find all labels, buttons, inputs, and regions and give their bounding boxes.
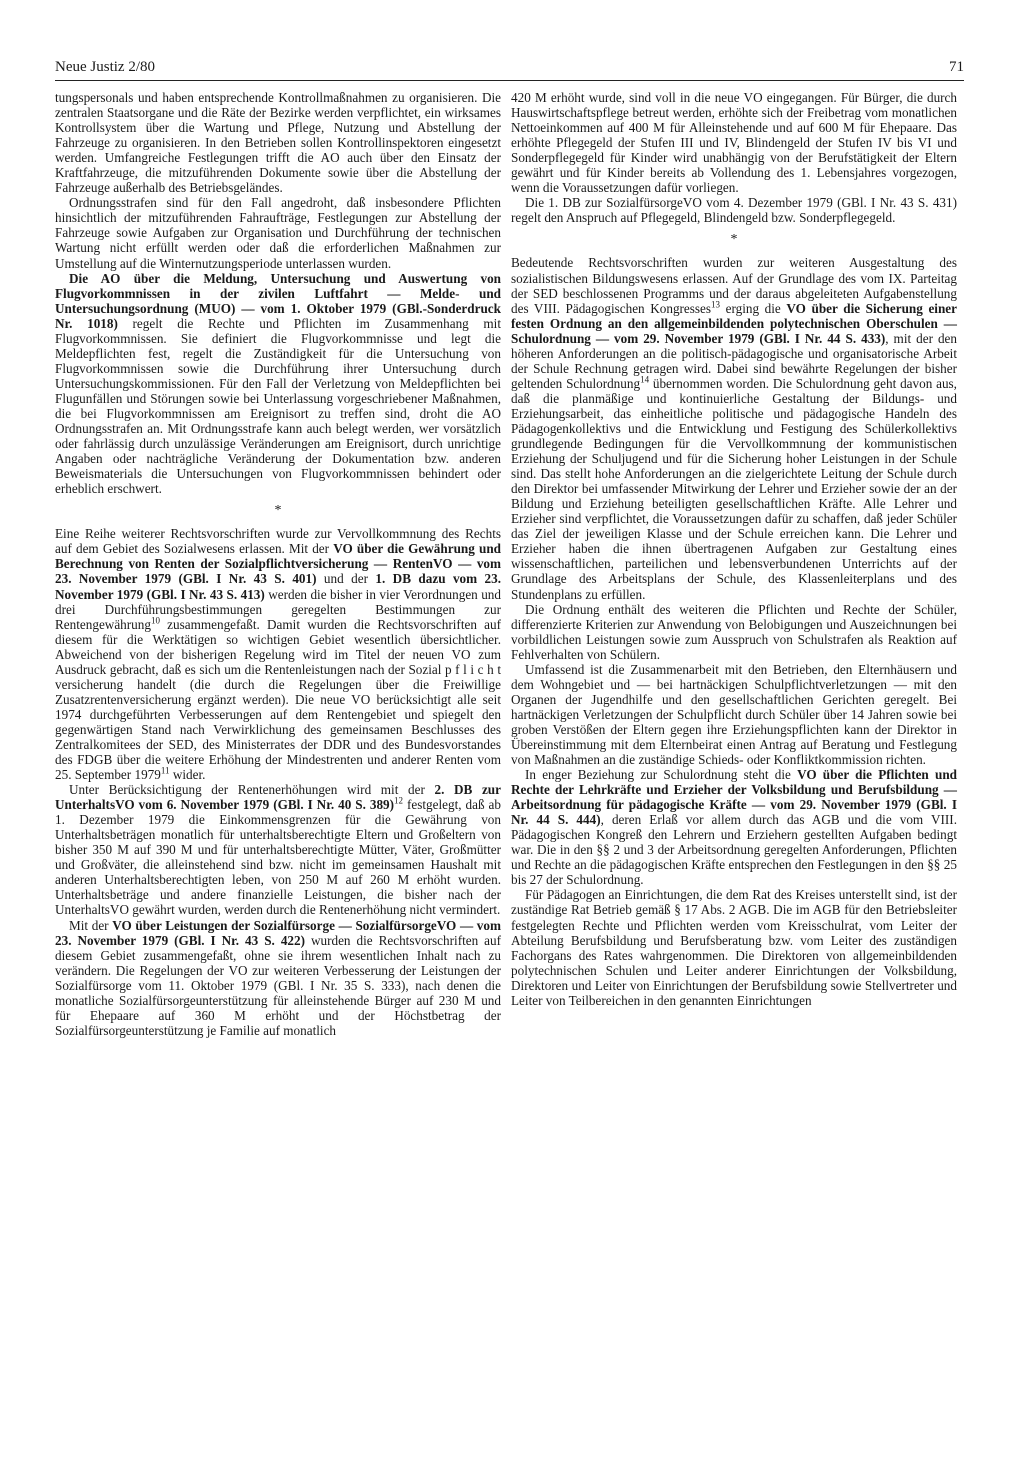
footnote-ref: 12 — [394, 795, 404, 806]
regulation-title: Die AO über die Meldung, Untersuchung und Auswertung von Flugvorkommnissen in der zivilen Luftfahrt — Melde- und Untersuchungsordnung (MUO) — vom 1. Oktober 1979 (GBl.-Sonderdruck Nr. 1018) — [55, 270, 501, 331]
left-column — [55, 90, 501, 1038]
footnote-ref: 10 — [150, 615, 160, 626]
running-header — [55, 58, 964, 81]
regulation-title: 1. DB dazu vom 23. November 1979 (GBl. I Nr. 43 S. 413) — [55, 571, 502, 602]
regulation-title: VO über die Gewährung und Berechnung von Renten der Sozialpflichtversicherung — RentenVO — vom 23. November 1979 (GBl. I Nr. 43 S. 401) — [55, 541, 501, 587]
paragraph: Mit der VO über Leistungen der Sozialfürsorge — SozialfürsorgeVO — vom 23. November 1979 (GBl. I Nr. 43 S. 422) wurden die Rechtsvorschriften auf diesem Gebiet zusammengefaßt, ohne sie ihrem wesentlichen Inhalt nach zu verändern. Die Regelungen der VO zur weiteren Verbesserung der Leistungen der Sozialfürsorge vom 11. Oktober 1979 (GBl. I Nr. 35 S. 333), nach denen die monatliche Sozialfürsorgeunterstützung für alleinstehende Bürger auf 230 M und für Ehepaare auf 360 M erhöht und der Höchstbetrag der Sozialfürsorgeunterstützung je Familie auf monatlich — [55, 917, 502, 1038]
footnote-ref: 13 — [711, 299, 721, 310]
paragraph: Ordnungsstrafen sind für den Fall angedroht, daß insbesondere Pflichten hinsichtlich der mitzuführenden Fahraufträge, Festlegungen zur Abstellung der Fahrzeuge sowie Aufgaben zur Organisation und Durchführung der technischen Wartung nicht erfüllt werden oder daß die erforderlichen Maßnahmen zur Umstellung auf die Winternutzungsperiode unterlassen wurden. — [55, 195, 501, 271]
paragraph: Bedeutende Rechtsvorschriften wurden zur weiteren Ausgestaltung des sozialistischen Bildungswesens erlassen. Auf der Grundlage des vom IX. Parteitag der SED beschlossenen Programms und der daraus abgeleiteten Aufgabenstellung des VIII. Pädagogischen Kongresses$^{13}$ erging die VO über die Sicherung einer festen Ordnung an den allgemeinbildenden polytechnischen Oberschulen — Schulordnung — vom 29. November 1979 (GBl. I Nr. 44 S. 433), mit der den höheren Anforderungen an die politisch-pädagogische und organisatorische Arbeit der Schule Rechnung getragen wird. Dabei sind bewährte Regelungen der bisher geltenden Schulordnung$^{14}$ übernommen worden. Die Schulordnung geht davon aus, daß die planmäßige und kontinuierliche Gestaltung der Bildungs- und Erziehungsarbeit, das einheitliche politische und pädagogische Handeln des Pädagogenkollektivs und die Entwicklung und Festigung des Schülerkollektivs grundlegende Bedingungen für die Vervollkommnung der kommunistischen Erziehung der Schuljugend und für die Sicherung hoher Leistungen in der Schule sind. Das stellt hohe Anforderungen an die zielgerichtete Leitung der Schule durch den Direktor bei umfassender Mitwirkung der Lehrer und Erzieher sowie der an der Bildung und Erziehung beteiligten gesellschaftlichen Kräfte. Alle Lehrer und Erzieher sind verpflichtet, die Voraussetzungen dafür zu schaffen, daß jeder Schüler das Ziel der jeweiligen Klasse und der Schule erreichen kann. Die Lehrer und Erzieher haben die ihnen übertragenen Aufgaben zur Gestaltung eines wissenschaftlichen, parteilichen und lebensverbundenen Unterrichts auf der Grundlage des Arbeitsplans der Schule, des Klassenleiterplans und des Stundenplans zu erfüllen. — [511, 255, 957, 602]
paragraph: tungspersonals und haben entsprechende Kontrollmaßnahmen zu organisieren. Die zentralen Staatsorgane und die Räte der Bezirke werden verpflichtet, ein wirksames Kontrollsystem über die Wartung und Pflege, Nutzung und Abstellung der Fahrzeuge zu organisieren. In den Betrieben sollen Kontrollinspektoren eingesetzt werden. Umfangreiche Festlegungen trifft die AO auch über den Einsatz der Kraftfahrzeuge, die mitzuführenden Dokumente sowie über die Abstellung der Fahrzeuge außerhalb des Betriebsgeländes. — [55, 90, 501, 196]
section-separator: * — [274, 503, 282, 519]
paragraph: Unter Berücksichtigung der Rentenerhöhungen wird mit der 2. DB zur UnterhaltsVO vom 6. November 1979 (GBl. I Nr. 40 S. 389)$^{12}$ festgelegt, daß ab 1. Dezember 1979 die Einkommensgrenzen für die Gewährung von Unterhaltsbeträgen monatlich für unterhaltsberechtigte Eltern und Großeltern von bisher 350 M auf 390 M und für unterhaltsberechtigte Mütter, Väter, Großmütter und Großväter, die alleinstehend sind bzw. nicht im gemeinsamen Haushalt mit anderen Unterhaltsberechtigten leben, von 250 M auf 260 M erhöht wurden. Unterhaltsbeträge und andere finanzielle Leistungen, die bisher nach der UnterhaltsVO gewährt wurden, werden durch die Rentenerhöhung nicht vermindert. — [55, 782, 501, 918]
paragraph: In enger Beziehung zur Schulordnung steht die VO über die Pflichten und Rechte der Lehrkräfte und Erzieher der Volksbildung und Berufsbildung — Arbeitsordnung für pädagogische Kräfte — vom 29. November 1979 (GBl. I Nr. 44 S. 444), deren Erlaß vor allem durch das AGB und die vom VIII. Pädagogischen Kongreß den Lehrern und Erziehern gestellten Aufgaben bedingt war. Die in den §§ 2 und 3 der Arbeitsordnung geregelten Anforderungen, Pflichten und Rechte an die pädagogischen Kräfte entsprechen den Festlegungen in den §§ 25 bis 27 der Schulordnung. — [511, 767, 957, 888]
footnote-ref: 14 — [640, 374, 650, 385]
paragraph: Die AO über die Meldung, Untersuchung und Auswertung von Flugvorkommnissen in der zivilen Luftfahrt — Melde- und Untersuchungsordnung (MUO) — vom 1. Oktober 1979 (GBl.-Sonderdruck Nr. 1018) regelt die Rechte und Pflichten im Zusammenhang mit Flugvorkommnissen. Sie definiert die Flugvorkommnisse und legt die Meldepflichten fest, regelt die Zuständigkeit für die Untersuchung von Flugvorkommnissen sowie die Durchführung ihrer Untersuchung durch Untersuchungskommissionen. Für den Fall der Verletzung von Meldepflichten bei Flugunfällen und Störungen sowie bei Unterlassung vorgeschriebener Maßnahmen, die bei Flugvorkommnissen am Ereignisort zu treffen sind, droht die AO Ordnungsstrafen an. Mit Ordnungsstrafe kann auch belegt werden, wer vorsätzlich oder fahrlässig durch unzulässige Veränderungen am Ereignisort, durch unrichtige Angaben oder nachträgliche Veränderung der Dokumentation bzw. anderen Beweismaterials die Untersuchungen von Flugvorkommnissen behindert oder erheblich erschwert. — [55, 270, 502, 497]
regulation-title: 2. DB zur UnterhaltsVO vom 6. November 1979 (GBl. I Nr. 40 S. 389) — [55, 782, 501, 813]
regulation-title: VO über die Sicherung einer festen Ordnung an den allgemeinbildenden polytechnischen Oberschulen — Schulordnung — vom 29. November 1979 (GBl. I Nr. 44 S. 433) — [511, 300, 957, 346]
paragraph: Umfassend ist die Zusammenarbeit mit den Betrieben, den Elternhäusern und dem Wohngebiet und — bei hartnäckigen Schulpflichtverletzungen — mit den Organen der Jugendhilfe und den gesellschaftlichen Gerichten geregelt. Bei hartnäckigen Verletzungen der Schulpflicht durch Schüler über 14 Jahren sowie bei groben Verstößen der Eltern gegen ihre Erziehungspflichten kann der Direktor in Übereinstimmung mit dem Elternbeirat einen Antrag auf Beratung und Festlegung von Maßnahmen an die zuständige Schieds- oder Konfliktkommission richten. — [511, 661, 957, 768]
regulation-title: VO über die Pflichten und Rechte der Lehrkräfte und Erzieher der Volksbildung und Berufsbildung — Arbeitsordnung für pädagogische Kräfte — vom 29. November 1979 (GBl. I Nr. 44 S. 444) — [511, 767, 957, 828]
page-number: 71 — [949, 59, 964, 75]
paragraph: Die Ordnung enthält des weiteren die Pflichten und Rechte der Schüler, differenzierte Kriterien zur Anwendung von Belobigungen und Auszeichnungen bei vorbildlichen Leistungen sowie zum Ausspruch von Schulstrafen als Reaktion auf Fehlverhalten von Schülern. — [511, 601, 957, 662]
paragraph: Eine Reihe weiterer Rechtsvorschriften wurde zur Vervollkommnung des Rechts auf dem Gebiet des Sozialwesens erlassen. Mit der VO über die Gewährung und Berechnung von Renten der Sozialpflichtversicherung — RentenVO — vom 23. November 1979 (GBl. I Nr. 43 S. 401) und der 1. DB dazu vom 23. November 1979 (GBl. I Nr. 43 S. 413) werden die bisher in vier Verordnungen und drei Durchführungsbestimmungen geregelten Bestimmungen zur Rentengewährung$^{10}$ zusammengefaßt. Damit wurden die Rechtsvorschriften auf diesem für die Werktätigen so wichtigen Gebiet wesentlich übersichtlicher. Abweichend von der bisherigen Regelung wird im Titel der neuen VO zum Ausdruck gebracht, daß es sich um die Rentenleistungen nach der Sozial p f l i c h t versicherung handelt (die durch die Regelungen über die Freiwillige Zusatzrentenversicherung ergänzt werden). Die neue VO berücksichtigt alle seit 1974 durchgeführten Verbesserungen auf dem Rentengebiet und spiegelt den gegenwärtigen Stand nach Verwirklichung des gemeinsamen Beschlusses des Zentralkomitees der SED, des Ministerrates der DDR und des Bundesvorstandes des FDGB über die weitere Erhöhung der Mindestrenten und anderer Renten vom 25. September 1979$^{11}$ wider. — [55, 526, 502, 783]
right-column — [511, 90, 957, 1008]
journal-title: Neue Justiz 2/80 — [55, 59, 155, 75]
regulation-title: VO über Leistungen der Sozialfürsorge — SozialfürsorgeVO — vom 23. November 1979 (GBl. I Nr. 43 S. 422) — [55, 917, 501, 948]
paragraph: Für Pädagogen an Einrichtungen, die dem Rat des Kreises unterstellt sind, ist der zuständige Rat Betrieb gemäß § 17 Abs. 2 AGB. Die im AGB für den Betriebsleiter festgelegten Rechte und Pflichten werden vom Kreisschulrat, vom Leiter der Abteilung Berufsbildung und Berufsberatung bzw. vom Leiter des zuständigen Fachorgans des Rates wahrgenommen. Die Direktoren von allgemeinbildenden polytechnischen Schulen und Leiter anderer Einrichtungen der Volksbildung, Direktoren und Leiter von Einrichtungen der Berufsbildung sowie Stellvertreter und Leiter von Teilbereichen in den genannten Einrichtungen — [511, 887, 957, 1008]
section-separator: * — [730, 232, 738, 248]
footnote-ref: 11 — [160, 765, 170, 776]
paragraph: 420 M erhöht wurde, sind voll in die neue VO eingegangen. Für Bürger, die durch Hauswirtschaftspflege betreut werden, erhöhte sich der Freibetrag vom monatlichen Nettoeinkommen auf 400 M für Alleinstehende und auf 600 M für Ehepaare. Das erhöhte Pflegegeld der Stufen III und IV, Blindengeld der Stufen IV bis VI und Sonderpflegegeld für Kinder wird unabhängig von der Berufstätigkeit der Eltern gewährt und für Kinder bereits ab Vollendung des 1. Lebensjahres vorgezogen, wenn die Voraussetzungen dafür vorliegen. — [511, 90, 957, 196]
paragraph: Die 1. DB zur SozialfürsorgeVO vom 4. Dezember 1979 (GBl. I Nr. 43 S. 431) regelt den Anspruch auf Pflegegeld, Blindengeld bzw. Sonderpflegegeld. — [511, 195, 957, 226]
